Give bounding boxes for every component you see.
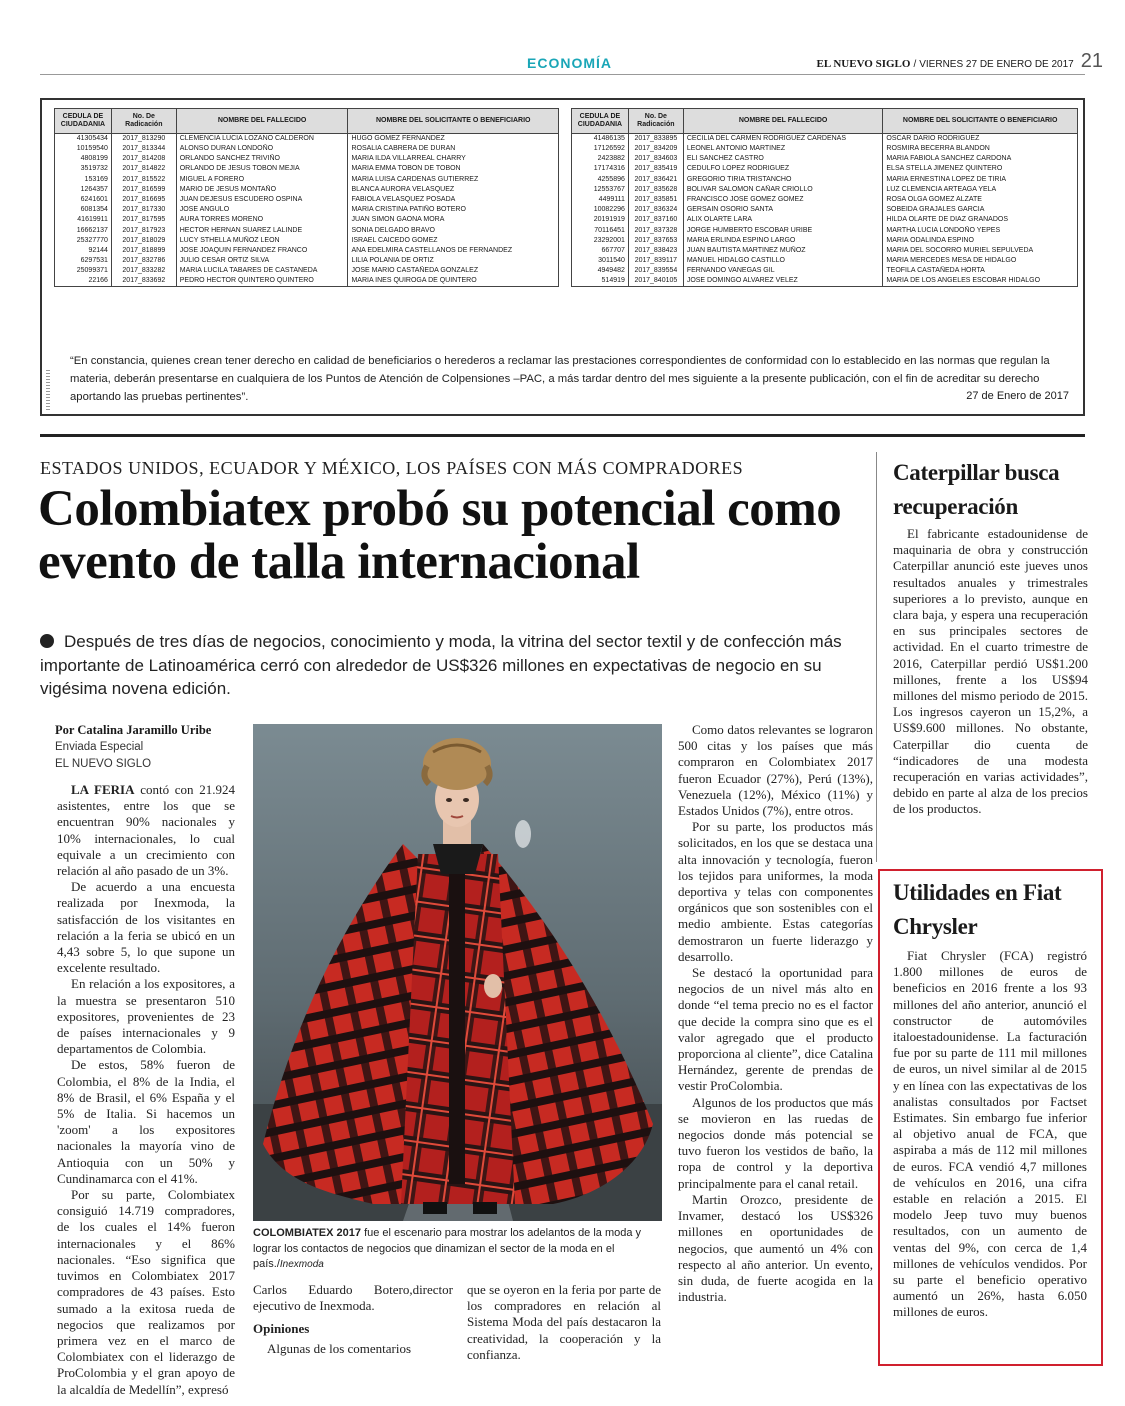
table-cell: 2017_834209: [628, 144, 683, 154]
table-cell: 2017_835419: [628, 164, 683, 174]
lead-in: LA FERIA: [71, 782, 135, 797]
notice-table-right: [571, 108, 1078, 287]
table-cell: 10159540: [55, 144, 112, 154]
issue-date: VIERNES 27 DE ENERO DE 2017: [919, 59, 1074, 70]
notice-date: 27 de Enero de 2017: [966, 390, 1069, 402]
table-row: [572, 246, 1078, 256]
table-cell: 2017_837653: [628, 236, 683, 246]
paragraph: Como datos relevantes se lograron 500 citas y los países que más compraron en Colombiatex 2017 fueron Ecuador (27%), Perú (13%), Venezuela (12%), México (11%) y Estados Unidos (7%), entre otros.: [678, 722, 873, 819]
table-cell: 667707: [572, 246, 629, 256]
table-cell: JUAN SIMON GAONA MORA: [348, 215, 559, 225]
table-cell: 6081354: [55, 205, 112, 215]
table-cell: 41305434: [55, 134, 112, 145]
table-cell: ANA EDELMIRA CASTELLANOS DE FERNANDEZ: [348, 246, 559, 256]
column-header: NOMBRE DEL SOLICITANTE O BENEFICIARIO: [883, 109, 1078, 134]
table-row: [572, 236, 1078, 246]
table-cell: SOBEIDA GRAJALES GARCIA: [883, 205, 1078, 215]
table-cell: CLEMENCIA LUCIA LOZANO CALDERON: [176, 134, 348, 145]
table-row: [55, 185, 559, 195]
sidebar-title: Utilidades en Fiat Chrysler: [893, 880, 1062, 939]
sidebar-body: [893, 948, 1087, 1321]
table-cell: 2017_814208: [111, 154, 176, 164]
notice-statement: “En constancia, quienes crean tener derecho en calidad de beneficiarios o herederos a reclamar las prestaciones correspondientes de conformidad con lo establecido en las normas que regulan la materia, deberán presentarse en cualquiera de los Puntos de Atención de Colpensiones –PAC, a más tardar dentro del mes siguiente a la presente publicación, con el fin de acreditar su derecho aportando las pruebas pertinentes”.: [70, 355, 1050, 403]
table-cell: 2423882: [572, 154, 629, 164]
table-row: [55, 215, 559, 225]
table-cell: MARIA ERNESTINA LOPEZ DE TIRIA: [883, 175, 1078, 185]
runway-photo: [253, 724, 662, 1221]
column-header: NOMBRE DEL SOLICITANTE O BENEFICIARIO: [348, 109, 559, 134]
table-row: [572, 256, 1078, 266]
table-cell: 2017_832786: [111, 256, 176, 266]
subheading: Opiniones: [253, 1321, 310, 1337]
table-cell: 17174316: [572, 164, 629, 174]
table-cell: 2017_817330: [111, 205, 176, 215]
table-cell: MARIA LUISA CARDENAS GUTIERREZ: [348, 175, 559, 185]
table-cell: 2017_833282: [111, 266, 176, 276]
section-divider: [40, 434, 1085, 437]
table-cell: ELSA STELLA JIMENEZ QUINTERO: [883, 164, 1078, 174]
byline-outlet: EL NUEVO SIGLO: [55, 758, 152, 770]
table-cell: 92144: [55, 246, 112, 256]
table-cell: 2017_836421: [628, 175, 683, 185]
paragraph: Por su parte, los productos más solicitados, en los que se destaca una alta innovación y tecnología, fueron los tejidos para uniformes, la moda deportiva y telas con componentes orgánicos que son sostenibles con el medio ambiente. Estas categorías demostraron un fuerte liderazgo y desarrollo.: [678, 819, 873, 964]
table-cell: ALIX OLARTE LARA: [683, 215, 883, 225]
newspaper-name: EL NUEVO SIGLO: [816, 58, 911, 70]
table-row: [572, 154, 1078, 164]
table-cell: LEONEL ANTONIO MARTINEZ: [683, 144, 883, 154]
table-cell: GREGORIO TIRIA TRISTANCHO: [683, 175, 883, 185]
table-cell: MARIA MERCEDES MESA DE HIDALGO: [883, 256, 1078, 266]
table-cell: JORGE HUMBERTO ESCOBAR URIBE: [683, 226, 883, 236]
table-cell: 2017_835851: [628, 195, 683, 205]
table-row: [55, 175, 559, 185]
table-cell: ELI SANCHEZ CASTRO: [683, 154, 883, 164]
table-cell: 2017_818029: [111, 236, 176, 246]
paragraph: Algunas de los comentarios: [267, 1340, 412, 1356]
table-cell: 22166: [55, 276, 112, 287]
caption-text: fue el escenario para mostrar los adelantos de la moda y lograr los contactos de negocios que dinamizan el sector de la moda en el país./: [253, 1227, 642, 1270]
table-cell: 2017_837328: [628, 226, 683, 236]
table-cell: 25099371: [55, 266, 112, 276]
table-row: [55, 236, 559, 246]
table-cell: 2017_834603: [628, 154, 683, 164]
table-row: [572, 134, 1078, 145]
table-cell: JOSE JOAQUIN FERNANDEZ FRANCO: [176, 246, 348, 256]
table-cell: 70116451: [572, 226, 629, 236]
table-row: [572, 195, 1078, 205]
table-cell: MARIA EMMA TOBON DE TOBON: [348, 164, 559, 174]
paragraph: que se oyeron en la feria por parte de los compradores en relación al Sistema Moda del país destacaron la creatividad, la cooperación y la confianza.: [467, 1282, 661, 1362]
table-cell: MARIA CRISTINA PATIÑO BOTERO: [348, 205, 559, 215]
paragraph: Se destacó la oportunidad para negocios de un nivel más alto en donde “el tema precio no es el factor que decide la compra sino que es el valor agregado que el producto proporciona al cliente”, dice Catalina Hernández, gerente de prendas de vestir ProColombia.: [678, 965, 873, 1094]
table-cell: 2017_837160: [628, 215, 683, 225]
photo-caption: [253, 1226, 662, 1273]
table-cell: 12553767: [572, 185, 629, 195]
table-cell: 2017_836324: [628, 205, 683, 215]
table-cell: FABIOLA VELASQUEZ POSADA: [348, 195, 559, 205]
masthead: [817, 50, 1103, 73]
table-cell: 2017_839117: [628, 256, 683, 266]
table-cell: 2017_839554: [628, 266, 683, 276]
table-row: [572, 144, 1078, 154]
table-cell: ROSA OLGA GOMEZ ALZATE: [883, 195, 1078, 205]
table-cell: 2017_835628: [628, 185, 683, 195]
column-header: No. De Radicación: [111, 109, 176, 134]
article-kicker: ESTADOS UNIDOS, ECUADOR Y MÉXICO, LOS PAÍSES CON MÁS COMPRADORES: [40, 458, 744, 478]
table-cell: MARIO DE JESUS MONTAÑO: [176, 185, 348, 195]
table-row: [572, 164, 1078, 174]
column-rule: [876, 452, 877, 862]
masthead-separator: /: [913, 59, 917, 70]
table-cell: MIGUEL A FORERO: [176, 175, 348, 185]
table-cell: 10082296: [572, 205, 629, 215]
table-cell: MARIA DE LOS ANGELES ESCOBAR HIDALGO: [883, 276, 1078, 287]
table-row: [55, 164, 559, 174]
table-row: [572, 276, 1078, 287]
paragraph: contó con 21.924 asistentes, entre los que se encuentran 90% nacionales y 10% internacionales, lo cual equivale a un crecimiento con relación al año pasado de un 3%.: [57, 782, 236, 879]
paragraph: Fiat Chrysler (FCA) registró 1.800 millones de euros de beneficios en 2016 frente a los 93 millones del año anterior, anunció el constructor de automóviles italoestadounidense. La facturación fue por su parte de 111 mil millones de euros, un nivel similar al de 2015 y en línea con las expectativas de los analistas consultados por Factset Estimates. Sin embargo fue inferior al objetivo anual de FCA, que aspiraba a más de 112 mil millones de euros. FCA vendió 4,7 millones de vehículos en 2016, una cifra estable en relación a 2015. El modelo Jeep tuvo muy buenos resultados, con un aumento de ventas del 9%, con cerca de 1,4 millones de vehículos vendidos. Por su parte el beneficio operativo aumentó un 26%, hasta 6.050 millones de euros.: [893, 948, 1087, 1320]
table-row: [572, 205, 1078, 215]
table-cell: ROSALIA CABRERA DE DURAN: [348, 144, 559, 154]
table-cell: 4499111: [572, 195, 629, 205]
table-cell: 4949482: [572, 266, 629, 276]
sidebar-title: Caterpillar busca recuperación: [893, 460, 1060, 519]
table-row: [572, 266, 1078, 276]
table-cell: 2017_833895: [628, 134, 683, 145]
paragraph: En relación a los expositores, a la muestra se presentaron 510 expositores, provenientes de 23 de países internacionales y 9 departamentos de Colombia.: [57, 976, 235, 1057]
table-cell: 2017_817923: [111, 226, 176, 236]
table-row: [55, 256, 559, 266]
table-cell: JOSE MARIO CASTAÑEDA GONZALEZ: [348, 266, 559, 276]
margin-barcode: [46, 370, 50, 410]
table-cell: 2017_833692: [111, 276, 176, 287]
table-row: [572, 185, 1078, 195]
notice-box: [40, 98, 1085, 416]
byline-role: Enviada Especial: [55, 741, 144, 753]
table-row: [55, 134, 559, 145]
table-cell: 2017_814822: [111, 164, 176, 174]
caption-lead: COLOMBIATEX 2017: [253, 1227, 361, 1239]
table-cell: MARIA INES QUIROGA DE QUINTERO: [348, 276, 559, 287]
table-cell: 20191919: [572, 215, 629, 225]
table-cell: LUCY STHELLA MUÑOZ LEON: [176, 236, 348, 246]
table-cell: 2017_840105: [628, 276, 683, 287]
column-header: No. De Radicación: [628, 109, 683, 134]
table-cell: 514919: [572, 276, 629, 287]
table-cell: ISRAEL CAICEDO GOMEZ: [348, 236, 559, 246]
section-name: ECONOMÍA: [527, 55, 612, 71]
runway-model-illustration: [253, 724, 662, 1221]
table-cell: 2017_816695: [111, 195, 176, 205]
table-cell: 1264357: [55, 185, 112, 195]
table-cell: 41486135: [572, 134, 629, 145]
column-header: NOMBRE DEL FALLECIDO: [683, 109, 883, 134]
table-cell: MANUEL HIDALGO CASTILLO: [683, 256, 883, 266]
byline-author: Por Catalina Jaramillo Uribe: [55, 723, 212, 737]
paragraph: Algunos de los productos que más se movieron en las ruedas de negocios donde más potencial se tuvo fueron los vestidos de baño, la ropa de control y la deportiva principalmente para el canal retail.: [678, 1094, 873, 1191]
table-cell: 2017_813290: [111, 134, 176, 145]
table-cell: FRANCISCO JOSE GOMEZ GOMEZ: [683, 195, 883, 205]
article-column-2a: [253, 1282, 453, 1357]
notice-table-left: [54, 108, 559, 287]
table-row: [55, 266, 559, 276]
table-row: [572, 215, 1078, 225]
paragraph: De acuerdo a una encuesta realizada por Inexmoda, la satisfacción de los visitantes en relación a la feria se ubicó en un 4,43 sobre 5, lo que supone un excelente resultado.: [57, 879, 235, 976]
table-cell: MARIA ERLINDA ESPINO LARGO: [683, 236, 883, 246]
table-row: [55, 226, 559, 236]
table-cell: 2017_818899: [111, 246, 176, 256]
lead-text: Después de tres días de negocios, conocimiento y moda, la vitrina del sector textil y de confección más importante de Latinoamérica cerró con alrededor de US$326 millones en expectativas de negocio en su vigésima novena edición.: [40, 632, 842, 698]
header-rule: [40, 74, 1085, 75]
table-cell: 16662137: [55, 226, 112, 236]
table-cell: AURA TORRES MORENO: [176, 215, 348, 225]
table-cell: LUZ CLEMENCIA ARTEAGA YELA: [883, 185, 1078, 195]
paragraph: De estos, 58% fueron de Colombia, el 8% de la India, el 8% de Brasil, el 6% España y el 5% de Italia. Si hacemos un 'zoom' a los expositores nacionales la mayoría vino de Antioquia con un 50% y Cundinamarca con el 41%.: [57, 1057, 235, 1186]
table-cell: MARIA DEL SOCORRO MURIEL SEPULVEDA: [883, 246, 1078, 256]
table-cell: LILIA POLANIA DE ORTIZ: [348, 256, 559, 266]
table-cell: MARIA LUCILA TABARES DE CASTANEDA: [176, 266, 348, 276]
bullet-icon: [40, 634, 54, 648]
table-cell: HILDA OLARTE DE DIAZ GRANADOS: [883, 215, 1078, 225]
table-cell: 2017_817595: [111, 215, 176, 225]
table-cell: JULIO CESAR ORTIZ SILVA: [176, 256, 348, 266]
paragraph: El fabricante estadounidense de maquinaria de obra y construcción Caterpillar anunció este jueves unos resultados anuales y trimestrales superiores a lo previsto, aunque en clara baja, y espera una recuperación en sus principales sectores de actividad. En el cuarto trimestre de 2016, Caterpillar perdió US$1.200 millones, frente a los US$94 millones del mismo periodo de 2015. Los ingresos cayeron un 15,2%, a US$9.600 millones. No obstante, Caterpillar dio cuenta de “indicadores de una modesta recuperación en varias actividades”, debido en parte al alza de los precios de los productos.: [893, 526, 1088, 817]
table-cell: ORLANDO SANCHEZ TRIVIÑO: [176, 154, 348, 164]
table-row: [55, 246, 559, 256]
table-cell: 3011540: [572, 256, 629, 266]
table-cell: ORLANDO DE JESUS TOBON MEJIA: [176, 164, 348, 174]
table-cell: ROSMIRA BECERRA BLANDON: [883, 144, 1078, 154]
article-column-1: [57, 782, 235, 1398]
table-row: [55, 205, 559, 215]
table-cell: 4255896: [572, 175, 629, 185]
byline: [55, 722, 235, 773]
table-cell: MARIA ILDA VILLARREAL CHARRY: [348, 154, 559, 164]
table-cell: 4808199: [55, 154, 112, 164]
table-cell: OSCAR DARIO RODRIGUEZ: [883, 134, 1078, 145]
column-header: CEDULA DE CIUDADANIA: [572, 109, 629, 134]
photo-credit: Inexmoda: [279, 1259, 324, 1270]
table-cell: MARIA FABIOLA SANCHEZ CARDONA: [883, 154, 1078, 164]
table-row: [572, 226, 1078, 236]
column-header: NOMBRE DEL FALLECIDO: [176, 109, 348, 134]
table-row: [55, 276, 559, 287]
table-cell: JOSE DOMINGO ALVAREZ VELEZ: [683, 276, 883, 287]
table-cell: BLANCA AURORA VELASQUEZ: [348, 185, 559, 195]
table-cell: 23292001: [572, 236, 629, 246]
table-row: [55, 154, 559, 164]
article-column-3: [678, 722, 873, 1305]
article-headline: Colombiatex probó su potencial como evento de talla internacional: [38, 481, 842, 590]
paragraph: Por su parte, Colombiatex consiguió 14.719 compradores, de los cuales el 14% fueron internacionales y el 86% nacionales. “Eso significa que tuvimos en Colombiatex 2017 compradores de 43 países. Esto sumado a la exitosa rueda de negocios que realizamos por primera vez en el marco de Colombiatex con el liderazgo de ProColombia y el gran apoyo de la alcaldía de Medellín”, expresó: [57, 1187, 235, 1397]
paragraph: Carlos Eduardo Botero,director ejecutivo de Inexmoda.: [253, 1282, 453, 1314]
table-cell: CECILIA DEL CARMEN RODRIGUEZ CARDENAS: [683, 134, 883, 145]
table-cell: 2017_838423: [628, 246, 683, 256]
table-cell: ALONSO DURAN LONDOÑO: [176, 144, 348, 154]
article-lead: [40, 630, 870, 701]
table-cell: SONIA DELGADO BRAVO: [348, 226, 559, 236]
table-cell: JUAN BAUTISTA MARTINEZ MUÑOZ: [683, 246, 883, 256]
table-cell: 6297531: [55, 256, 112, 266]
sidebar-body: [893, 526, 1088, 818]
sidebar-fiat-chrysler: [893, 876, 1087, 1321]
sidebar-caterpillar: [893, 456, 1088, 818]
page-number: 21: [1080, 50, 1103, 72]
table-cell: 3519732: [55, 164, 112, 174]
table-cell: 41619911: [55, 215, 112, 225]
table-cell: JUAN DEJESUS ESCUDERO OSPINA: [176, 195, 348, 205]
table-cell: JOSE ANGULO: [176, 205, 348, 215]
table-cell: 17126592: [572, 144, 629, 154]
table-cell: 6241601: [55, 195, 112, 205]
table-cell: FERNANDO VANEGAS GIL: [683, 266, 883, 276]
table-cell: 2017_816599: [111, 185, 176, 195]
table-row: [572, 175, 1078, 185]
paragraph: Martin Orozco, presidente de Invamer, destacó los US$326 millones en oportunidades de negocios, que aumentó un 4% con respecto al año anterior. Un evento, sin duda, de fuerte acogida en la industria.: [678, 1191, 873, 1305]
table-cell: GERSAIN OSORIO SANTA: [683, 205, 883, 215]
table-cell: TEOFILA CASTAÑEDA HORTA: [883, 266, 1078, 276]
article-column-2b: [467, 1282, 661, 1363]
table-cell: MARIA ODALINDA ESPINO: [883, 236, 1078, 246]
table-cell: 2017_815522: [111, 175, 176, 185]
table-cell: MARTHA LUCIA LONDOÑO YEPES: [883, 226, 1078, 236]
table-cell: BOLIVAR SALOMON CAÑAR CRIOLLO: [683, 185, 883, 195]
table-cell: CEDULFO LOPEZ RODRIGUEZ: [683, 164, 883, 174]
table-cell: PEDRO HECTOR QUINTERO QUINTERO: [176, 276, 348, 287]
table-row: [55, 195, 559, 205]
column-header: CEDULA DE CIUDADANIA: [55, 109, 112, 134]
table-cell: HECTOR HERNAN SUAREZ LALINDE: [176, 226, 348, 236]
table-cell: HUGO GOMEZ FERNANDEZ: [348, 134, 559, 145]
table-cell: 153169: [55, 175, 112, 185]
table-cell: 25327770: [55, 236, 112, 246]
table-cell: 2017_813344: [111, 144, 176, 154]
table-row: [55, 144, 559, 154]
